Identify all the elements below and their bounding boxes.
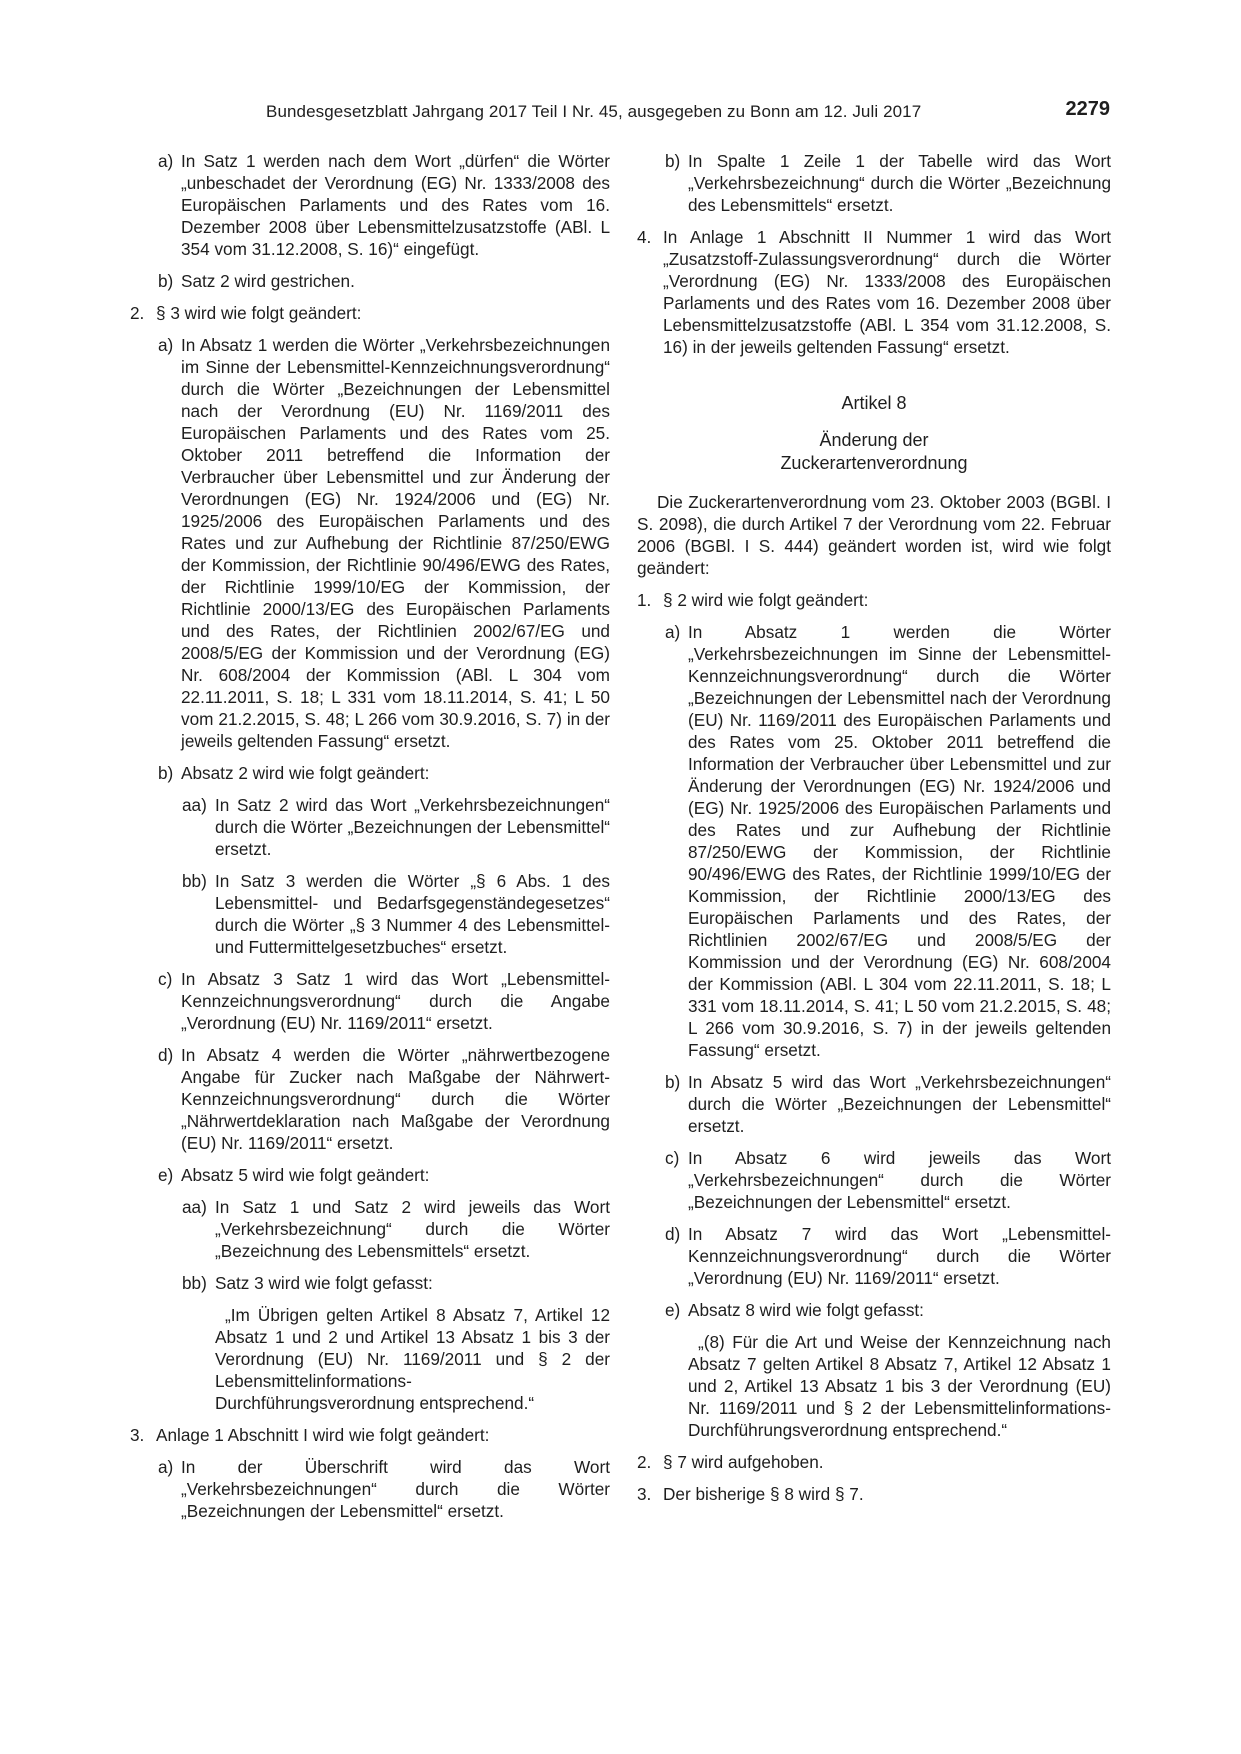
list-item: e) Absatz 5 wird wie folgt geändert: <box>158 1165 430 1185</box>
quoted-text: „(8) Für die Art und Weise der Kennzeichnung nach Absatz 7 gelten Artikel 8 Absatz 7, Artikel 12 Absatz 1 und 2, Artikel 13 Absatz 1 bis 3 der Verordnung (EU) Nr. 1169/2011 und § 2 der Lebensmittelinformations-Durchführungsverordnung entsprechend.“ <box>688 1332 1111 1440</box>
list-item: 2. § 3 wird wie folgt geändert: <box>130 303 362 323</box>
list-item: a) In Satz 1 werden nach dem Wort „dürfen“ die Wörter „unbeschadet der Verordnung (EG) Nr. 1333/2008 des Europäischen Parlaments und des Rates vom 16. Dezember 2008 über Lebensmittelzusatzstoffe (ABl. L 354 vom 31.12.2008, S. 16)“ eingefügt. <box>158 151 610 259</box>
list-item: bb) In Satz 3 werden die Wörter „§ 6 Abs. 1 des Lebensmittel- und Bedarfsgegenständegesetzes“ durch die Wörter „§ 3 Nummer 4 des Lebensmittel- und Futtermittelgesetzbuches“ ersetzt. <box>182 871 610 957</box>
article-heading: Artikel 8 <box>841 393 907 413</box>
list-item: a) In der Überschrift wird das Wort „Verkehrsbezeichnungen“ durch die Wörter „Bezeichnungen der Lebensmittel“ ersetzt. <box>158 1457 610 1521</box>
gazette-title: Bundesgesetzblatt Jahrgang 2017 Teil I Nr. 45, ausgegeben zu Bonn am 12. Juli 2017 <box>266 102 922 121</box>
list-item: b) In Absatz 5 wird das Wort „Verkehrsbezeichnungen“ durch die Wörter „Bezeichnungen der Lebensmittel“ ersetzt. <box>665 1072 1111 1136</box>
list-item: c) In Absatz 6 wird jeweils das Wort „Verkehrsbezeichnungen“ durch die Wörter „Bezeichnungen der Lebensmittel“ ersetzt. <box>665 1148 1111 1212</box>
list-item: 3. Anlage 1 Abschnitt I wird wie folgt geändert: <box>130 1425 490 1445</box>
article-title-line: Zuckerartenverordnung <box>780 453 968 473</box>
list-item: bb) Satz 3 wird wie folgt gefasst: <box>182 1273 433 1293</box>
right-column <box>637 150 1111 1505</box>
page-header <box>130 96 1110 126</box>
list-item: e) Absatz 8 wird wie folgt gefasst: <box>665 1300 924 1320</box>
list-item: 1. § 2 wird wie folgt geändert: <box>637 590 869 610</box>
list-item: d) In Absatz 4 werden die Wörter „nährwertbezogene Angabe für Zucker nach Maßgabe der Nährwert-Kennzeichnungsverordnung“ durch die Wörter „Nährwertdeklaration nach Maßgabe der Verordnung (EU) Nr. 1169/2011“ ersetzt. <box>158 1045 610 1153</box>
list-item: aa) In Satz 1 und Satz 2 wird jeweils das Wort „Verkehrsbezeichnung“ durch die Wörter „Bezeichnung des Lebensmittels“ ersetzt. <box>182 1197 610 1261</box>
list-item: aa) In Satz 2 wird das Wort „Verkehrsbezeichnungen“ durch die Wörter „Bezeichnungen der Lebensmittel“ ersetzt. <box>182 795 610 859</box>
quoted-text: „Im Übrigen gelten Artikel 8 Absatz 7, Artikel 12 Absatz 1 und 2 und Artikel 13 Absatz 1 bis 3 der Verordnung (EU) Nr. 1169/2011 und § 2 der Lebensmittelinformations-Durchführungsverordnung entsprechend.“ <box>215 1305 610 1413</box>
list-item: b) In Spalte 1 Zeile 1 der Tabelle wird das Wort „Verkehrsbezeichnung“ durch die Wörter „Bezeichnung des Lebensmittels“ ersetzt. <box>665 151 1111 215</box>
list-item: 4. In Anlage 1 Abschnitt II Nummer 1 wird das Wort „Zusatzstoff-Zulassungsverordnung“ durch die Wörter „Verordnung (EG) Nr. 1333/2008 des Europäischen Parlaments und des Rates vom 16. Dezember 2008 über Lebensmittelzusatzstoffe (ABl. L 354 vom 31.12.2008, S. 16) in der jeweils geltenden Fassung“ ersetzt. <box>637 227 1111 357</box>
list-item: 2. § 7 wird aufgehoben. <box>637 1452 824 1472</box>
list-item: 3. Der bisherige § 8 wird § 7. <box>637 1484 864 1504</box>
list-item: a) In Absatz 1 werden die Wörter „Verkehrsbezeichnungen im Sinne der Lebensmittel-Kennzeichnungsverordnung“ durch die Wörter „Bezeichnungen der Lebensmittel nach der Verordnung (EU) Nr. 1169/2011 des Europäischen Parlaments und des Rates vom 25. Oktober 2011 betreffend die Information der Verbraucher über Lebensmittel und zur Änderung der Verordnungen (EG) Nr. 1924/2006 und (EG) Nr. 1925/2006 des Europäischen Parlaments und des Rates und zur Aufhebung der Richtlinie 87/250/EWG der Kommission, der Richtlinie 90/496/EWG des Rates, der Richtlinie 1999/10/EG der Kommission, der Richtlinie 2000/13/EG des Europäischen Parlaments und des Rates, der Richtlinien 2002/67/EG und 2008/5/EG der Kommission und der Verordnung (EG) Nr. 608/2004 der Kommission (ABl. L 304 vom 22.11.2011, S. 18; L 331 vom 18.11.2014, S. 41; L 50 vom 21.2.2015, S. 48; L 266 vom 30.9.2016, S. 7) in der jeweils geltenden Fassung“ ersetzt. <box>665 622 1111 1060</box>
list-item: c) In Absatz 3 Satz 1 wird das Wort „Lebensmittel-Kennzeichnungsverordnung“ durch die Angabe „Verordnung (EU) Nr. 1169/2011“ ersetzt. <box>158 969 610 1033</box>
list-item: b) Absatz 2 wird wie folgt geändert: <box>158 763 430 783</box>
left-column <box>130 150 610 1522</box>
page-number: 2279 <box>1065 98 1110 120</box>
article-intro: Die Zuckerartenverordnung vom 23. Oktober 2003 (BGBl. I S. 2098), die durch Artikel 7 der Verordnung vom 22. Februar 2006 (BGBl. I S. 444) geändert worden ist, wird wie folgt geändert: <box>637 492 1111 578</box>
list-item: a) In Absatz 1 werden die Wörter „Verkehrsbezeichnungen im Sinne der Lebensmittel-Kennzeichnungsverordnung“ durch die Wörter „Bezeichnungen der Lebensmittel nach der Verordnung (EU) Nr. 1169/2011 des Europäischen Parlaments und des Rates vom 25. Oktober 2011 betreffend die Information der Verbraucher über Lebensmittel und zur Änderung der Verordnungen (EG) Nr. 1924/2006 und (EG) Nr. 1925/2006 des Europäischen Parlaments und des Rates und zur Aufhebung der Richtlinie 87/250/EWG der Kommission, der Richtlinie 90/496/EWG des Rates, der Richtlinie 1999/10/EG der Kommission, der Richtlinie 2000/13/EG des Europäischen Parlaments und des Rates, der Richtlinien 2002/67/EG und 2008/5/EG der Kommission und der Verordnung (EG) Nr. 608/2004 der Kommission (ABl. L 304 vom 22.11.2011, S. 18; L 331 vom 18.11.2014, S. 41; L 50 vom 21.2.2015, S. 48; L 266 vom 30.9.2016, S. 7) in der jeweils geltenden Fassung“ ersetzt. <box>158 335 610 751</box>
list-item: d) In Absatz 7 wird das Wort „Lebensmittel-Kennzeichnungsverordnung“ durch die Wörter „Verordnung (EU) Nr. 1169/2011“ ersetzt. <box>665 1224 1111 1288</box>
article-title-line: Änderung der <box>819 430 929 450</box>
list-item: b) Satz 2 wird gestrichen. <box>158 271 355 291</box>
